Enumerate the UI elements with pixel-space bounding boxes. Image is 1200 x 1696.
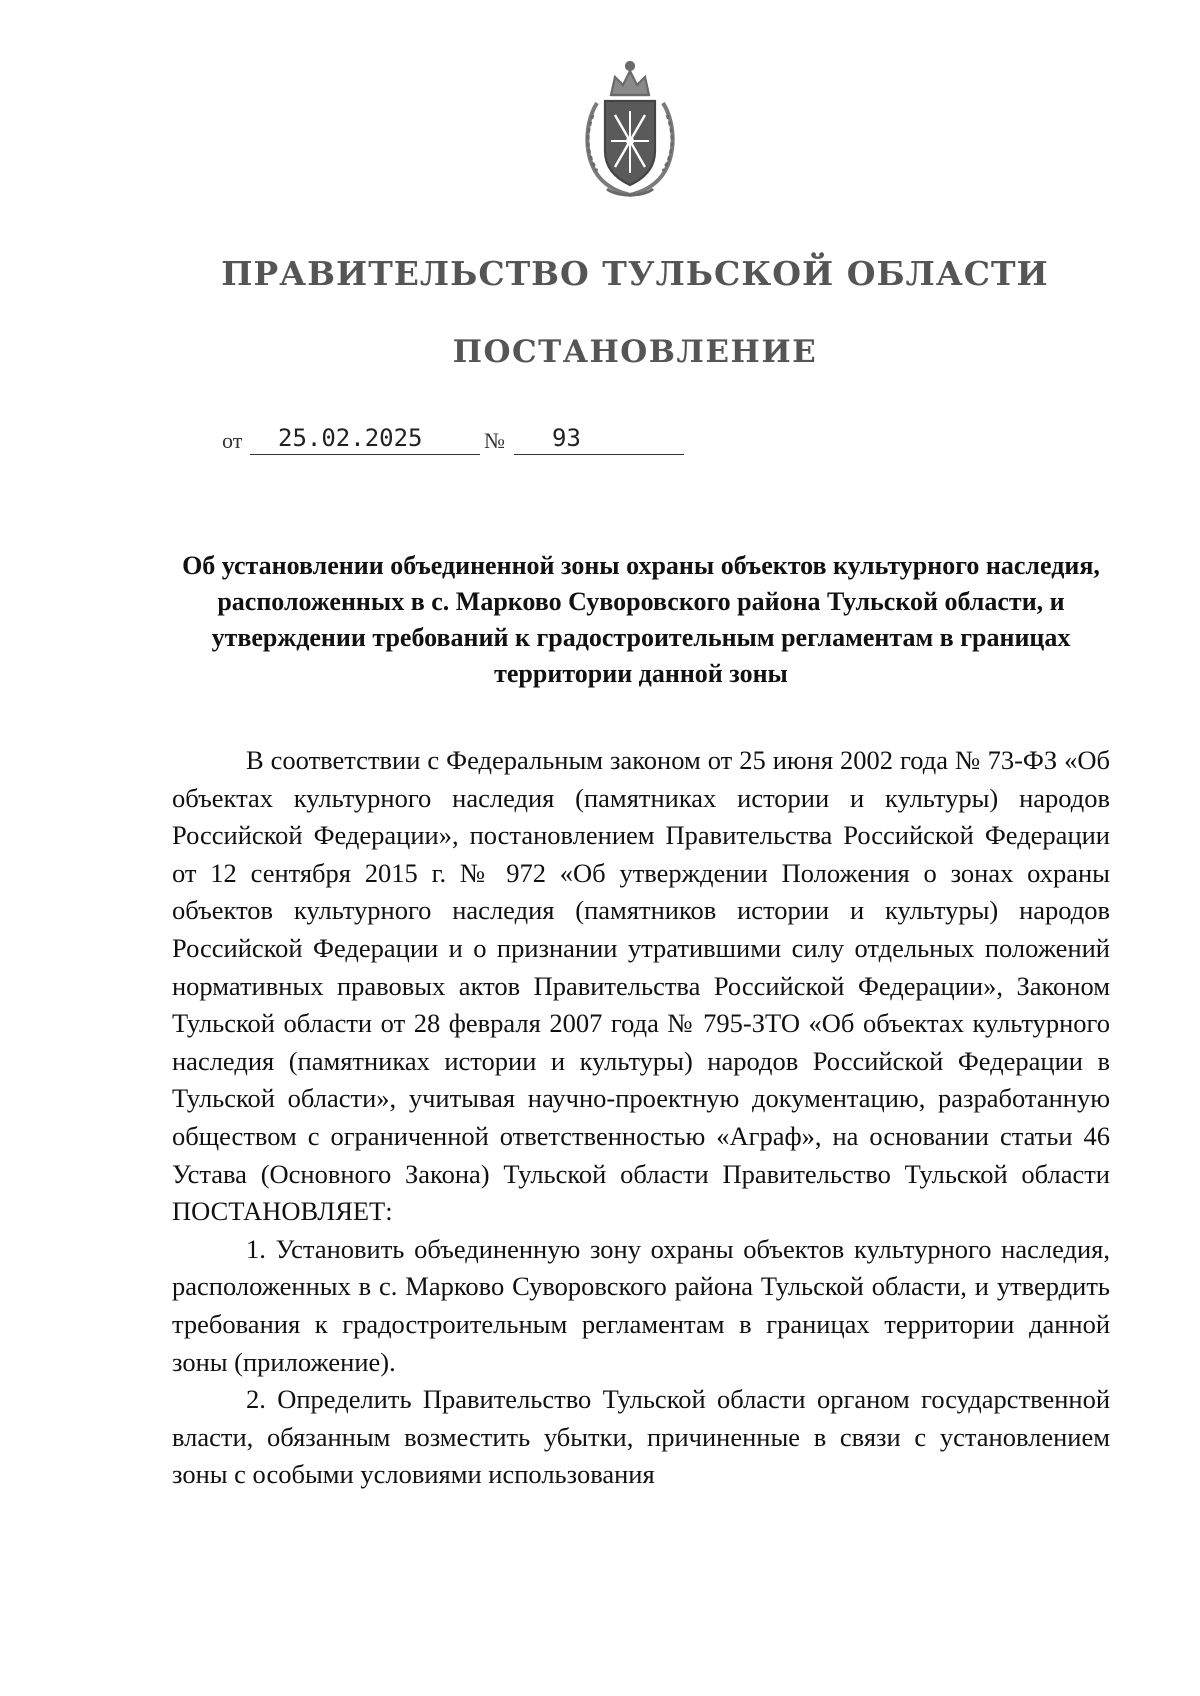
document-type-heading: ПОСТАНОВЛЕНИЕ <box>452 334 818 370</box>
preamble-paragraph: В соответствии с Федеральным законом от 25 июня 2002 года № 73-ФЗ «Об объектах культурного наследия (памятниках истории и культуры) народов Российской Федерации», постановлением Правительства Российской Федерации от 12 сентября 2015 г. № 972 «Об утверждении Положения о зонах охраны объектов культурного наследия (памятников истории и культуры) народов Российской Федерации и о признании утратившими силу отдельных положений нормативных правовых актов Правительства Российской Федерации», Законом Тульской области от 28 февраля 2007 года № 795-ЗТО «Об объектах культурного наследия (памятниках истории и культуры) народов Российской Федерации в Тульской области», учитывая научно-проектную документацию, разработанную обществом с ограниченной ответственностью «Аграф», на основании статьи 46 Устава (Основного Закона) Тульской области Правительство Тульской области ПОСТАНОВЛЯЕТ: <box>172 745 1110 1227</box>
document-date: 25.02.2025 <box>278 424 423 452</box>
coat-of-arms-emblem <box>575 55 685 205</box>
resolution-item-2: 2. Определить Правительство Тульской области органом государственной власти, обязанным возместить убытки, причиненные в связи с установлением зоны с особыми условиями использования <box>172 1384 1110 1490</box>
document-subject-title: Об установлении объединенной зоны охраны объектов культурного наследия, расположенных в с. Марково Суворовского района Тульской области, и утверждении требований к градостроительным регламентам в границах территории данной зоны <box>182 551 1100 688</box>
document-body <box>172 742 1110 1494</box>
resolution-item-1: 1. Установить объединенную зону охраны объектов культурного наследия, расположенных в с. Марково Суворовского района Тульской области, и утвердить требования к градостроительным регламентам в границах территории данной зоны (приложение). <box>172 1233 1110 1377</box>
date-from-label: от <box>222 428 243 453</box>
number-label: № <box>484 428 505 453</box>
number-underline <box>514 418 684 455</box>
document-number: 93 <box>552 424 581 452</box>
issuing-authority-title: ПРАВИТЕЛЬСТВО ТУЛЬСКОЙ ОБЛАСТИ <box>221 254 1049 293</box>
